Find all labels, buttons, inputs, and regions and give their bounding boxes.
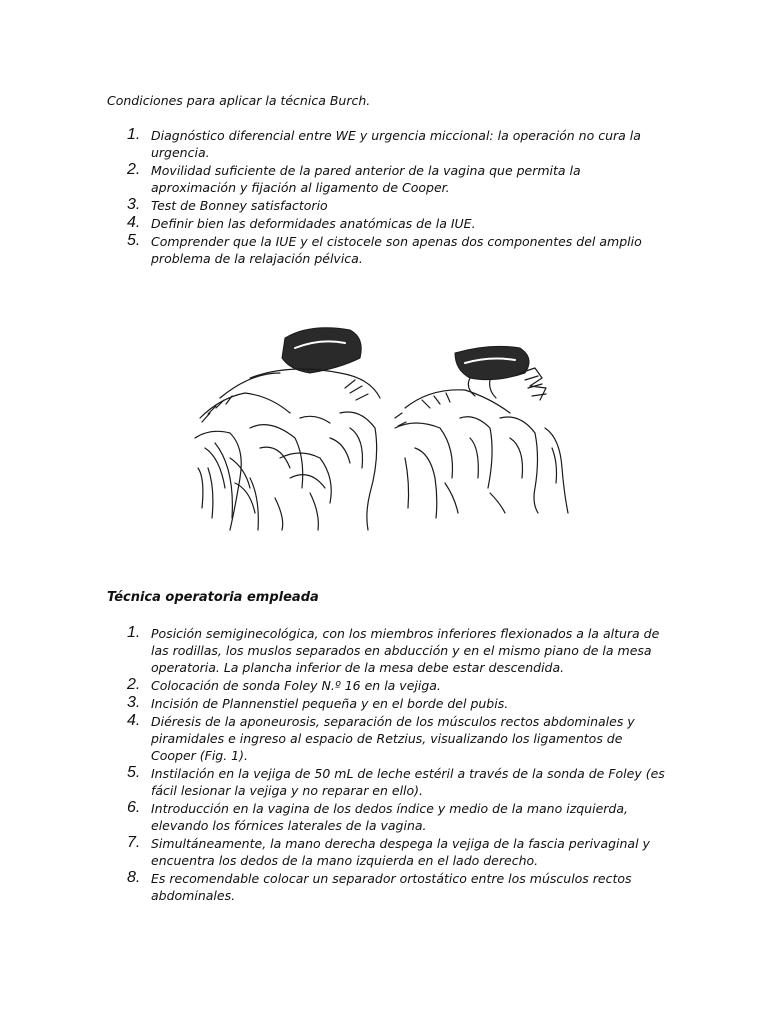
list-item <box>107 870 667 904</box>
list-item <box>107 677 667 694</box>
item-number: 3. <box>127 694 141 711</box>
item-text: Es recomendable colocar un separador ortostático entre los músculos rectos abdominales. <box>151 871 632 903</box>
list-item <box>107 800 667 834</box>
item-number: 8. <box>127 869 141 886</box>
surgical-drawing <box>190 318 575 533</box>
item-text: Simultáneamente, la mano derecha despega la vejiga de la fascia perivaginal y encuentra los dedos de la mano izquierda en el lado derecho. <box>151 836 650 868</box>
item-number: 1. <box>127 126 141 143</box>
list-item <box>107 233 667 267</box>
list-item <box>107 127 667 161</box>
item-text: Definir bien las deformidades anatómicas de la IUE. <box>151 216 476 231</box>
item-number: 3. <box>127 196 141 213</box>
item-text: Diéresis de la aponeurosis, separación de los músculos rectos abdominales y piramidales e ingreso al espacio de Retzius, visualizando los ligamentos de Cooper (Fig. 1). <box>151 714 635 763</box>
item-text: Instilación en la vejiga de 50 mL de leche estéril a través de la sonda de Foley (es fácil lesionar la vejiga y no reparar en ello). <box>151 766 665 798</box>
item-text: Introducción en la vagina de los dedos índice y medio de la mano izquierda, elevando los fórnices laterales de la vagina. <box>151 801 628 833</box>
item-number: 4. <box>127 214 141 231</box>
list-item <box>107 765 667 799</box>
item-text: Movilidad suficiente de la pared anterior de la vagina que permita la aproximación y fijación al ligamento de Cooper. <box>151 163 581 195</box>
list-item <box>107 197 667 214</box>
list-item <box>107 713 667 764</box>
technique-list <box>107 625 667 905</box>
item-number: 6. <box>127 799 141 816</box>
item-number: 2. <box>127 161 141 178</box>
section1-intro: Condiciones para aplicar la técnica Burch. <box>107 93 371 108</box>
item-number: 5. <box>127 232 141 249</box>
item-text: Incisión de Plannenstiel pequeña y en el borde del pubis. <box>151 696 509 711</box>
conditions-list <box>107 127 667 268</box>
item-text: Comprender que la IUE y el cistocele son apenas dos componentes del amplio problema de la relajación pélvica. <box>151 234 642 266</box>
list-item <box>107 625 667 676</box>
surgical-illustration-icon <box>190 318 575 533</box>
item-number: 5. <box>127 764 141 781</box>
item-text: Posición semiginecológica, con los miembros inferiores flexionados a la altura de las rodillas, los muslos separados en abducción y en el mismo piano de la mesa operatoria. La plancha inferior de la mesa debe estar descendida. <box>151 626 660 675</box>
item-number: 2. <box>127 676 141 693</box>
item-number: 7. <box>127 834 141 851</box>
item-number: 1. <box>127 624 141 641</box>
item-text: Colocación de sonda Foley N.º 16 en la vejiga. <box>151 678 441 693</box>
list-item <box>107 162 667 196</box>
item-text: Diagnóstico diferencial entre WE y urgencia miccional: la operación no cura la urgencia. <box>151 128 641 160</box>
list-item <box>107 695 667 712</box>
list-item <box>107 835 667 869</box>
section2-heading: Técnica operatoria empleada <box>107 590 319 605</box>
item-text: Test de Bonney satisfactorio <box>151 198 328 213</box>
list-item <box>107 215 667 232</box>
item-number: 4. <box>127 712 141 729</box>
